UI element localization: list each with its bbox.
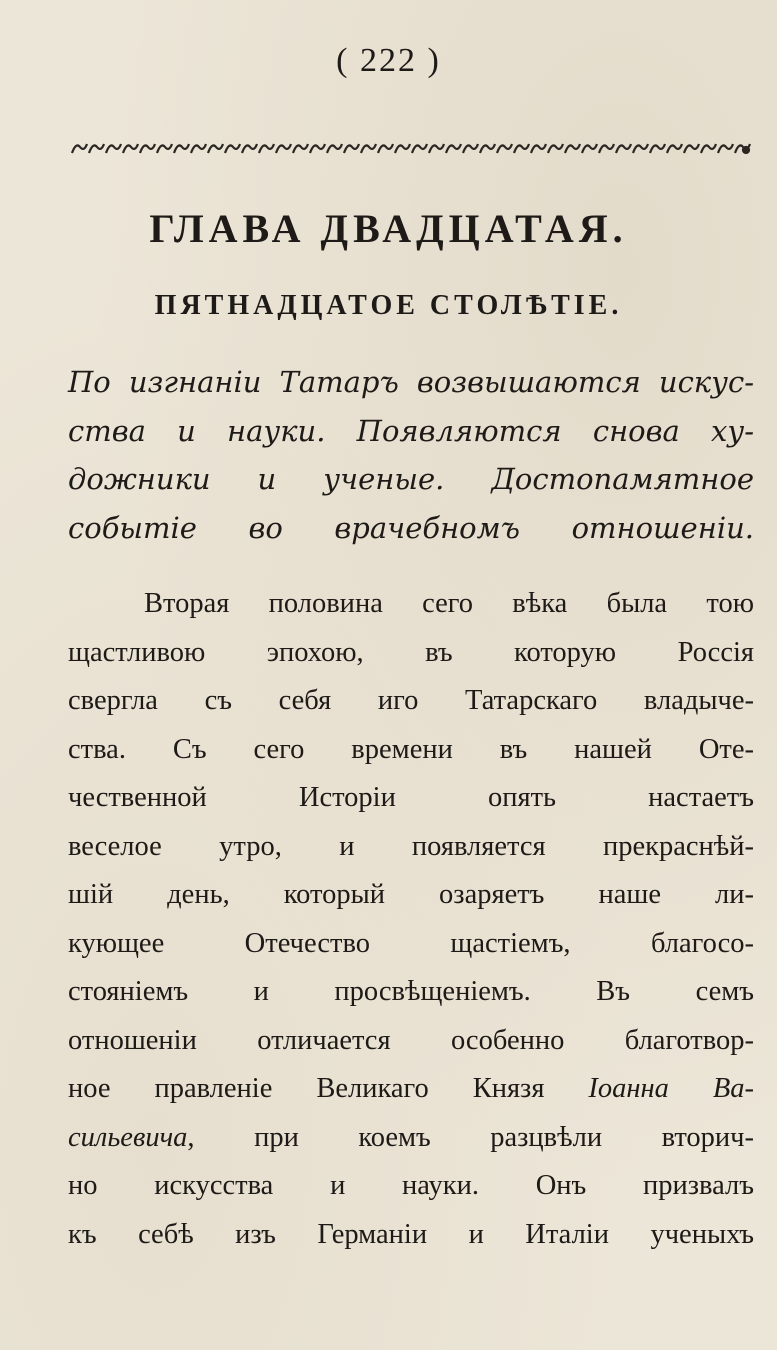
text-line: къ себѣ изъ Германіи и Италіи ученыхъ — [68, 1218, 754, 1250]
text-line — [68, 1114, 754, 1163]
ornament-flourish — [378, 144, 393, 153]
text-segment: ное правленіе Великаго Князя — [68, 1073, 545, 1104]
summary-line: ства и науки. Появляются снова ху- — [68, 413, 754, 448]
ornament-flourish — [548, 144, 563, 153]
body-paragraph — [68, 580, 754, 1259]
ornament-flourish — [429, 144, 444, 153]
ornament-flourish — [650, 144, 665, 153]
text-line: чественной Исторіи опять настаетъ — [68, 782, 754, 813]
ornament-flourish — [293, 144, 308, 153]
text-line: стояніемъ и просвѣщеніемъ. Въ семъ — [68, 976, 754, 1007]
decorative-rule — [70, 138, 754, 160]
summary-line: событіе во врачебномъ отношеніи. — [68, 510, 754, 545]
ornament-flourish — [242, 144, 257, 153]
ornament-flourish — [616, 144, 631, 153]
ornament-flourish — [344, 144, 359, 153]
ornament-flourish — [446, 144, 461, 153]
ornament-flourish — [89, 144, 104, 153]
ornament-flourish — [497, 144, 512, 153]
text-line: отношеніи отличается особенно благотвор- — [68, 1024, 754, 1056]
text-line: кующее Отечество щастіемъ, благосо- — [68, 927, 754, 959]
ornament-end — [743, 147, 749, 153]
ornament-flourish — [276, 144, 291, 153]
text-line: веселое утро, и появляется прекраснѣй- — [68, 830, 754, 862]
century-title: ПЯТНАДЦАТОЕ СТОЛѢТІЕ. — [154, 290, 623, 321]
ornament-flourish — [174, 144, 189, 153]
ornament-flourish — [463, 144, 478, 153]
ornament-flourish — [395, 144, 410, 153]
summary-line: дожники и ученые. Достопамятное — [68, 462, 754, 496]
ornament-flourish — [123, 144, 138, 153]
ornament-flourish — [140, 144, 155, 153]
summary-line: По изгнаніи Татаръ возвышаются искус- — [68, 365, 754, 399]
ornament-flourish — [599, 144, 614, 153]
ornament-flourish — [310, 144, 325, 153]
page-number: ( 222 ) — [336, 42, 441, 79]
ornament-flourish — [225, 144, 240, 153]
ornament-flourish — [106, 144, 121, 153]
ornament-flourish — [361, 144, 376, 153]
ornament-flourish — [191, 144, 206, 153]
text-line — [68, 1065, 754, 1114]
italic-name: Іоанна Ва- — [588, 1073, 755, 1104]
text-line: Вторая половина сего вѣка была тою — [144, 588, 754, 619]
ornament-flourish — [565, 144, 580, 153]
ornament-flourish — [531, 144, 546, 153]
ornament-flourish — [582, 144, 597, 153]
ornament-flourish — [701, 144, 716, 153]
ornament-flourish — [718, 144, 733, 153]
ornament-flourish — [327, 144, 342, 153]
ornament-flourish — [208, 144, 223, 153]
text-line: но искусства и науки. Онъ призвалъ — [68, 1170, 754, 1201]
ornament-flourish — [633, 144, 648, 153]
text-line: свергла съ себя иго Татарскаго владыче- — [68, 685, 754, 716]
text-line: шій день, который озаряетъ наше ли- — [68, 879, 754, 910]
ornament-flourish — [259, 144, 274, 153]
text-line: щастливою эпохою, въ которую Россія — [68, 636, 754, 668]
chapter-title: ГЛАВА ДВАДЦАТАЯ. — [149, 206, 628, 251]
chapter-summary — [68, 358, 754, 552]
ornament-flourish — [667, 144, 682, 153]
ornament-flourish — [480, 144, 495, 153]
text-segment: , при коемъ разцвѣли вторич- — [187, 1121, 754, 1153]
text-line: ства. Съ сего времени въ нашей Оте- — [68, 733, 754, 765]
ornament-flourish — [157, 144, 172, 153]
ornament-flourish — [684, 144, 699, 153]
ornament-flourish — [72, 144, 87, 153]
ornament-flourish — [412, 144, 427, 153]
italic-name: сильевича — [68, 1121, 188, 1153]
ornament-flourish — [514, 144, 529, 153]
